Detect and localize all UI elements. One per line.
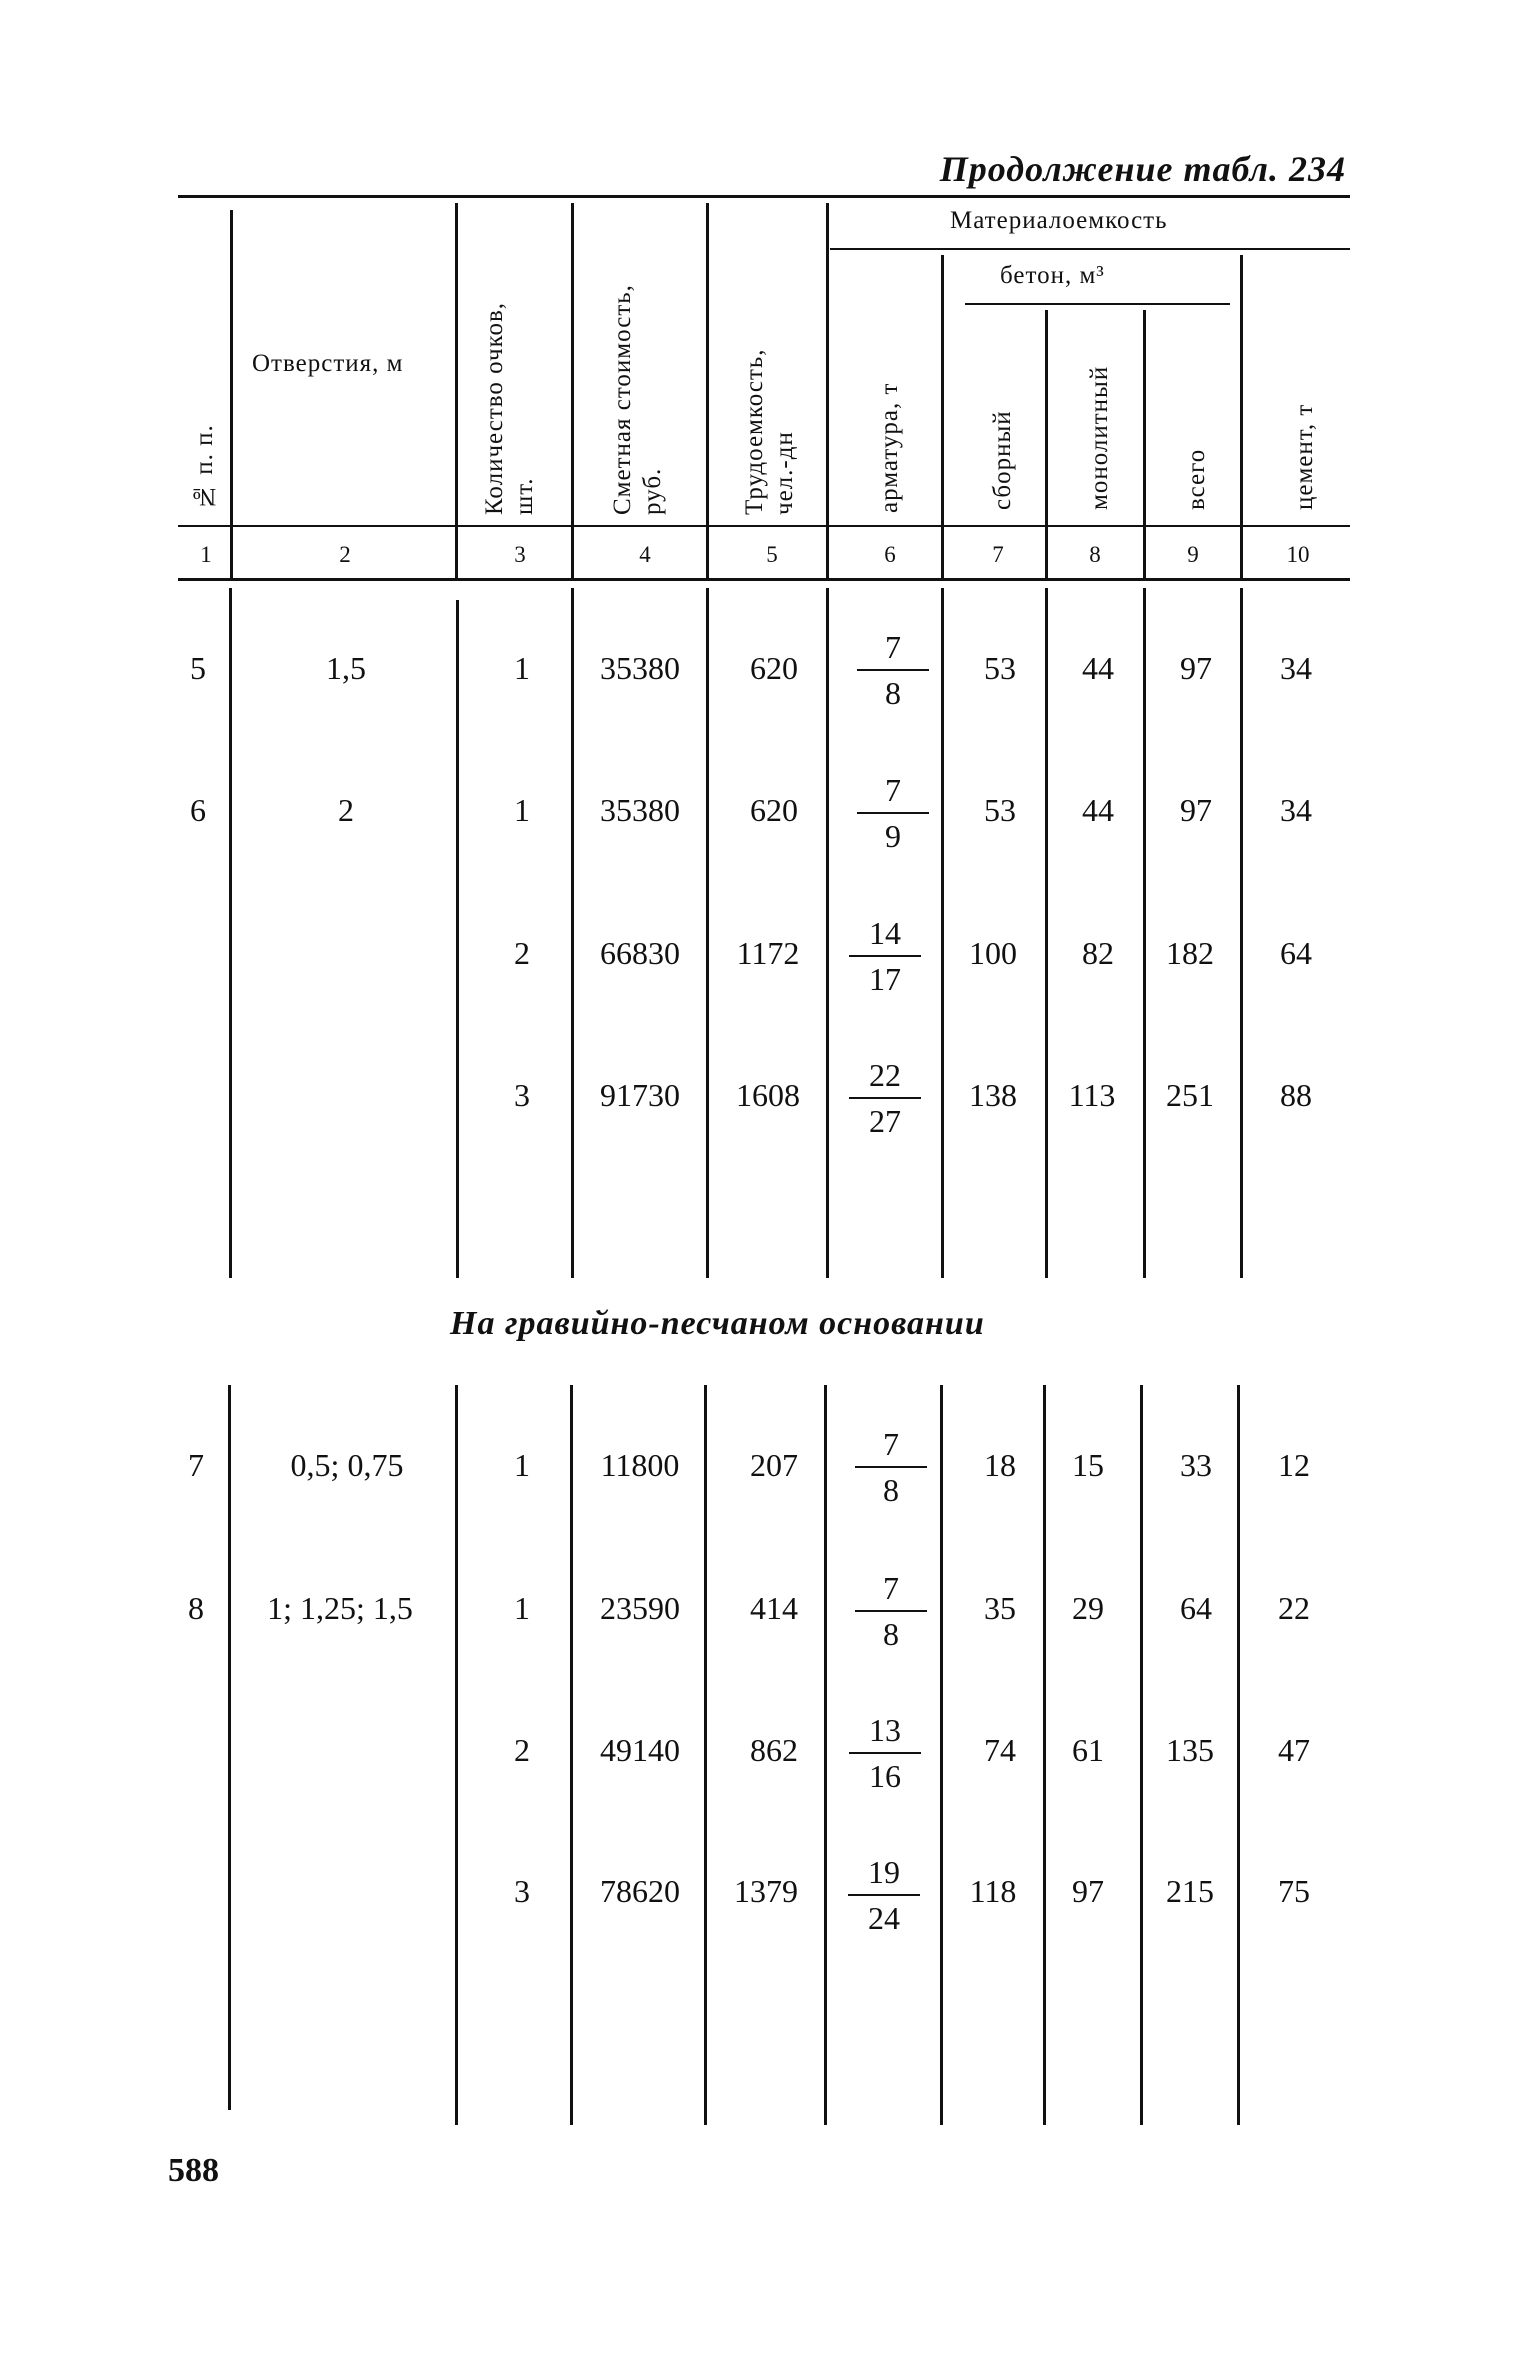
cell-no: 6 [190,792,206,828]
header-count: Количество очков, шт. [481,301,538,515]
cell-cement: 64 [1280,935,1312,971]
cell-precast: 138 [969,1077,1017,1113]
column-number: 5 [766,542,778,567]
cell-monolithic: 82 [1082,935,1114,971]
cell-labor: 1172 [736,935,800,971]
cell-total: 64 [1180,1590,1212,1626]
cell-cement: 22 [1278,1590,1310,1626]
column-number: 4 [639,542,651,567]
cell-precast: 118 [969,1873,1017,1909]
cell-no: 8 [188,1590,204,1626]
body-divider [941,588,944,1278]
header-divider [706,203,709,580]
section-title: На гравийно-песчаном основании [450,1305,985,1342]
body-divider [455,1385,458,2125]
cell-rebar-fraction [855,1568,927,1654]
cell-cost: 49140 [600,1732,680,1768]
rebar-denominator: 9 [885,818,901,854]
rebar-numerator: 7 [885,772,901,808]
header-rebar: арматура, т [876,382,903,513]
cell-monolithic: 97 [1072,1873,1104,1909]
cell-monolithic: 15 [1072,1447,1104,1483]
header-total: всего [1183,448,1210,510]
body-divider [456,600,459,1278]
cell-cost: 35380 [600,792,680,828]
header-monolithic: монолитный [1086,365,1113,510]
rebar-denominator: 24 [868,1900,900,1936]
cell-precast: 35 [984,1590,1016,1626]
body-divider [1140,1385,1143,2125]
header-cement: цемент, т [1291,403,1318,510]
body-divider [826,588,829,1278]
header-no: № п. п. [191,424,218,510]
column-number: 8 [1089,542,1101,567]
fraction-bar [855,1466,927,1468]
body-divider [824,1385,827,2125]
header-labor: Трудоемкость, чел.-дн [741,348,798,515]
table-caption: Продолжение табл. 234 [939,149,1346,189]
cell-cement: 47 [1278,1732,1310,1768]
header-cost: Сметная стоимость, руб. [609,284,666,515]
cell-rebar-fraction [849,1710,921,1796]
fraction-bar [849,1752,921,1754]
cell-count: 1 [514,650,530,686]
cell-count: 3 [514,1873,530,1909]
cell-cement: 34 [1280,650,1312,686]
fraction-bar [849,1097,921,1099]
cell-count: 1 [514,792,530,828]
cell-monolithic: 113 [1068,1077,1116,1113]
rebar-denominator: 16 [869,1758,901,1794]
cell-cost: 66830 [600,935,680,971]
cell-count: 3 [514,1077,530,1113]
column-number: 9 [1187,542,1199,567]
column-number: 3 [514,542,526,567]
header-openings: Отверстия, м [252,350,404,377]
rebar-denominator: 8 [883,1472,899,1508]
cell-no: 7 [188,1447,204,1483]
cell-total: 182 [1166,935,1214,971]
rebar-numerator: 19 [868,1854,900,1890]
cell-openings: 2 [338,792,354,828]
cell-count: 2 [514,1732,530,1768]
column-number: 7 [992,542,1004,567]
header-divider [1143,310,1146,580]
fraction-bar [857,669,929,671]
header-bottom-rule [178,525,1350,527]
rebar-denominator: 8 [883,1616,899,1652]
cell-rebar-fraction [849,1055,921,1141]
column-number: 2 [339,542,351,567]
header-divider [941,255,944,580]
fraction-bar [855,1610,927,1612]
rebar-numerator: 22 [869,1057,901,1093]
cell-count: 2 [514,935,530,971]
body-divider [706,588,709,1278]
cell-labor: 207 [750,1447,798,1483]
cell-precast: 53 [984,650,1016,686]
cell-cost: 11800 [600,1447,680,1483]
cell-monolithic: 44 [1082,792,1114,828]
cell-labor: 1379 [734,1873,798,1909]
header-material: Материалоемкость [950,207,1168,234]
cell-precast: 100 [969,935,1017,971]
cell-openings: 1; 1,25; 1,5 [267,1590,413,1626]
header-top-rule [178,195,1350,198]
cell-total: 33 [1180,1447,1212,1483]
header-divider [455,203,458,580]
fraction-bar [849,955,921,957]
fraction-bar [848,1894,920,1896]
rebar-numerator: 14 [869,915,901,951]
fraction-bar [857,812,929,814]
body-divider [228,1385,231,2110]
cell-labor: 620 [750,792,798,828]
cell-openings: 0,5; 0,75 [290,1447,404,1483]
rebar-numerator: 7 [883,1570,899,1606]
header-divider [230,210,233,580]
rebar-denominator: 8 [885,675,901,711]
body-divider [1237,1385,1240,2125]
cell-total: 135 [1166,1732,1214,1768]
cell-cement: 12 [1278,1447,1310,1483]
material-group-rule [830,248,1350,250]
cell-labor: 1608 [736,1077,800,1113]
cell-total: 97 [1180,792,1212,828]
rebar-numerator: 13 [869,1712,901,1748]
cell-rebar-fraction [857,627,929,713]
body-divider [1045,588,1048,1278]
rebar-numerator: 7 [883,1426,899,1462]
header-divider [826,203,829,580]
cell-openings: 1,5 [326,650,366,686]
cell-rebar-fraction [848,1852,920,1938]
cell-rebar-fraction [855,1424,927,1510]
body-divider [570,1385,573,2125]
header-divider [571,203,574,580]
cell-count: 1 [514,1447,530,1483]
cell-cost: 78620 [600,1873,680,1909]
body-divider [1143,588,1146,1278]
column-number: 1 [200,542,212,567]
cell-cement: 75 [1278,1873,1310,1909]
cell-monolithic: 44 [1082,650,1114,686]
rebar-numerator: 7 [885,629,901,665]
column-number: 6 [884,542,896,567]
cell-cost: 35380 [600,650,680,686]
colnum-bottom-rule [178,578,1350,581]
page-number: 588 [168,2152,219,2189]
header-precast: сборный [989,410,1016,510]
cell-monolithic: 61 [1072,1732,1104,1768]
cell-labor: 414 [750,1590,798,1626]
cell-total: 251 [1166,1077,1214,1113]
concrete-group-rule [965,303,1230,305]
cell-precast: 74 [984,1732,1016,1768]
cell-cost: 91730 [600,1077,680,1113]
column-number: 10 [1286,542,1310,567]
body-divider [1240,588,1243,1278]
cell-labor: 620 [750,650,798,686]
cell-cement: 34 [1280,792,1312,828]
rebar-denominator: 17 [869,961,901,997]
cell-total: 97 [1180,650,1212,686]
header-divider [1045,310,1048,580]
body-divider [704,1385,707,2125]
cell-labor: 862 [750,1732,798,1768]
body-divider [940,1385,943,2125]
body-divider [229,588,232,1278]
cell-precast: 18 [984,1447,1016,1483]
cell-precast: 53 [984,792,1016,828]
body-divider [1043,1385,1046,2125]
cell-rebar-fraction [857,770,929,856]
header-divider [1240,255,1243,580]
cell-cement: 88 [1280,1077,1312,1113]
header-concrete: бетон, м³ [1000,262,1105,289]
body-divider [571,588,574,1278]
cell-rebar-fraction [849,913,921,999]
rebar-denominator: 27 [869,1103,901,1139]
cell-count: 1 [514,1590,530,1626]
cell-no: 5 [190,650,206,686]
cell-cost: 23590 [600,1590,680,1626]
cell-monolithic: 29 [1072,1590,1104,1626]
cell-total: 215 [1166,1873,1214,1909]
